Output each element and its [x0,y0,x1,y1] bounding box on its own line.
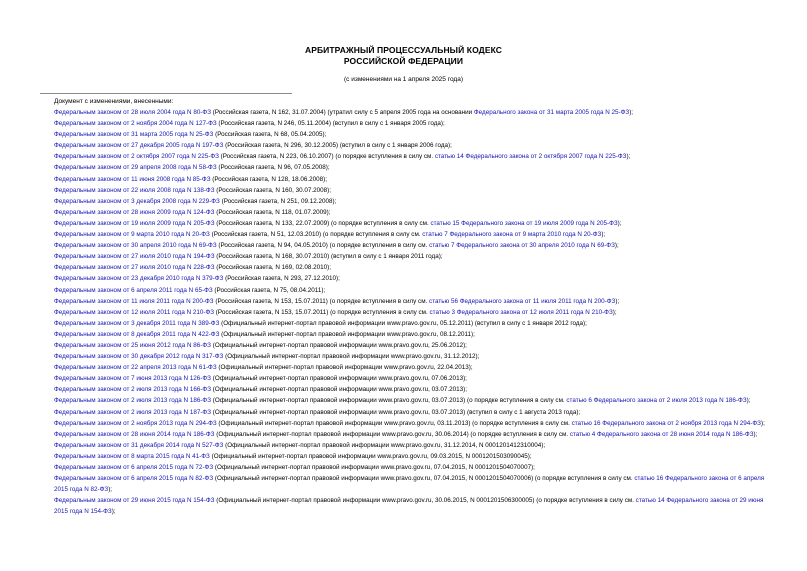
amendment-text: (Российская газета, N 160, 30.07.2008); [214,186,332,194]
law-link[interactable]: статью 4 Федерального закона от 28 июня 2014 года N 186-ФЗ [569,430,754,438]
law-link[interactable]: Федеральным законом от 6 апреля 2015 года N 82-ФЗ [54,475,214,483]
law-link[interactable]: статью 56 Федерального закона от 11 июля 2011 года N 200-ФЗ [429,297,616,305]
amendment-text: ); [614,242,619,250]
amendment-text: ); [612,308,617,316]
amendment-entry [40,440,770,451]
law-link[interactable]: статью 7 Федерального закона от 30 апреля 2010 года N 69-ФЗ [429,242,615,250]
law-link[interactable]: Федеральным законом от 8 марта 2015 года N 41-ФЗ [54,452,210,460]
amendment-text: (Российская газета, N 128, 18.06.2008); [210,175,327,183]
amendment-text: (Российская газета, N 162, 31.07.2004) (утратил силу с 5 апреля 2005 года на основании [211,109,474,116]
amendment-text: (Российская газета, N 168, 30.07.2010) (вступил в силу с 1 января 2011 года); [214,253,443,261]
amendment-entry [40,185,770,196]
law-link[interactable]: Федеральным законом от 7 июня 2013 года N 126-ФЗ [54,375,211,383]
law-link[interactable]: Федеральным законом от 9 марта 2010 года N 20-ФЗ [54,231,210,239]
amendment-entry [40,296,770,307]
amendment-entry [40,473,770,495]
amendment-entry [40,384,770,395]
amendment-entry [40,407,770,418]
law-link[interactable]: Федеральным законом от 2 ноября 2013 года N 294-ФЗ [54,419,217,427]
law-link[interactable]: Федеральным законом от 23 декабря 2010 года N 379-ФЗ [54,275,224,283]
amendment-text: (Официальный интернет-портал правовой информации www.pravo.gov.ru, 25.06.2012); [210,341,467,349]
amendment-entry [40,273,770,284]
law-link[interactable]: Федеральным законом от 28 июня 2009 года N 124-ФЗ [54,208,215,216]
amendment-entry [40,373,770,384]
amendment-text: (Официальный интернет-портал правовой информации www.pravo.gov.ru, 31.12.2012); [223,353,480,361]
amendment-text: ); [615,297,620,305]
document-title-line-1: АРБИТРАЖНЫЙ ПРОЦЕССУАЛЬНЫЙ КОДЕКС [304,45,503,55]
document-title-line-2: РОССИЙСКОЙ ФЕДЕРАЦИИ [343,56,464,66]
amendment-text: (Российская газета, N 296, 30.12.2005) (вступил в силу с 1 января 2006 года); [223,142,452,150]
law-link[interactable]: Федеральным законом от 6 апреля 2015 года N 72-ФЗ [54,464,214,471]
amendments-list [40,107,770,517]
amendment-text: (Российская газета, N 118, 01.07.2009); [214,208,331,216]
law-link[interactable]: Федеральным законом от 31 марта 2005 года N 25-ФЗ [54,131,214,139]
amendment-entry [40,174,770,185]
amendment-entry [40,462,770,473]
amendment-text: (Официальный интернет-портал правовой информации www.pravo.gov.ru, 03.07.2013) (о порядке вступления в силу см. [211,397,567,405]
law-link[interactable]: статью 7 Федерального закона от 9 марта 2010 года N 20-ФЗ [422,231,602,239]
amendment-text: (Российская газета, N 96, 07.05.2008); [216,164,330,172]
amendment-text: (Официальный интернет-портал правовой информации www.pravo.gov.ru, 03.07.2013); [211,386,467,394]
amendment-entry [40,351,770,362]
amendment-entry [40,451,770,462]
amendment-entry [40,251,770,262]
document-subtitle: (с изменениями на 1 апреля 2025 года) [343,76,463,83]
law-link[interactable]: Федеральным законом от 30 апреля 2010 года N 69-ФЗ [54,242,217,250]
amendment-entry [40,240,770,251]
amendment-entry [40,429,770,440]
law-link[interactable]: Федеральным законом от 29 апреля 2008 года N 58-ФЗ [54,164,217,172]
amendment-text: (Российская газета, N 153, 15.07.2011) (о порядке вступления в силу см. [213,297,430,305]
law-link[interactable]: Федеральным законом от 2 ноября 2004 года N 127-ФЗ [54,120,217,128]
law-link[interactable]: Федеральным законом от 19 июля 2009 года N 205-ФЗ [54,219,215,227]
law-link[interactable]: статью 6 Федерального закона от 2 июля 2013 года N 186-ФЗ [566,397,747,405]
amendment-entry [40,285,770,296]
amendment-entry [40,129,770,140]
amendment-text: (Официальный интернет-портал правовой информации www.pravo.gov.ru, 03.11.2013) (о порядке вступления в силу см. [216,419,572,427]
law-link[interactable]: Федеральным законом от 30 декабря 2012 года N 317-ФЗ [54,353,224,361]
amendment-text: ); [601,231,606,239]
law-link[interactable]: Федеральным законом от 2 октября 2007 года N 225-ФЗ [54,153,219,161]
amendment-text: (Официальный интернет-портал правовой информации www.pravo.gov.ru, 07.04.2015, N 0001201504070006) (о порядке вступления в силу см. [213,475,635,483]
law-link[interactable]: статью 16 Федерального закона от 2 ноября 2013 года N 294-ФЗ [571,419,761,427]
amendment-text: (Официальный интернет-портал правовой информации www.pravo.gov.ru, 07.06.2013); [210,375,467,383]
amendment-entry [40,196,770,207]
amendment-entry [40,118,770,129]
law-link[interactable]: статью 3 Федерального закона от 12 июля 2011 года N 210-ФЗ [429,308,613,316]
amendment-entry [40,395,770,406]
amendment-text: (Официальный интернет-портал правовой информации www.pravo.gov.ru, 30.06.2014) (о порядке вступления в силу см. [214,430,570,438]
amendment-entry [40,262,770,273]
law-link[interactable]: Федеральным законом от 2 июля 2013 года N 187-ФЗ [54,408,212,416]
law-link[interactable]: Федеральным законом от 29 июня 2015 года N 154-ФЗ [54,497,215,505]
amendment-text: ); [626,153,631,161]
amendment-entry [40,340,770,351]
law-link[interactable]: статью 14 Федерального закона от 2 октября 2007 года N 225-ФЗ [434,153,627,161]
law-link[interactable]: Федеральным законом от 27 июля 2010 года N 194-ФЗ [54,253,215,261]
amendment-text: (Российская газета, N 251, 09.12.2008); [219,197,337,205]
amendment-text: (Российская газета, N 169, 02.08.2010); [214,264,332,272]
law-link[interactable]: Федеральным законом от 2 июля 2013 года N 166-ФЗ [54,386,212,394]
amendment-text: ); [760,419,765,427]
law-link[interactable]: Федеральным законом от 31 декабря 2014 года N 527-ФЗ [54,441,224,449]
law-link[interactable]: Федеральным законом от 22 апреля 2013 года N 61-ФЗ [54,364,217,372]
law-link[interactable]: Федеральным законом от 12 июля 2011 года N 210-ФЗ [54,308,215,316]
amendment-entry [40,229,770,240]
amendment-text: (Российская газета, N 246, 05.11.2004) (вступил в силу с 1 января 2005 года); [216,120,445,128]
amendment-entry [40,418,770,429]
amendment-text: ); [629,109,634,116]
amendment-entry [40,329,770,340]
amendment-text: (Российская газета, N 75, 08.04.2011); [212,286,326,294]
amendment-entry [40,207,770,218]
law-link[interactable]: Федеральным законом от 25 июня 2012 года N 86-ФЗ [54,341,211,349]
amendment-text: ); [108,486,113,494]
law-link[interactable]: статью 16 Федерального закона от 6 апреля 2015 года N 82-ФЗ [54,475,765,494]
amendment-text: (Российская газета, N 94, 04.05.2010) (о порядке вступления в силу см. [216,242,430,250]
amendment-entry [40,362,770,373]
amendment-entry [40,495,770,517]
amendment-text: (Российская газета, N 51, 12.03.2010) (о порядке вступления в силу см. [209,231,423,239]
law-link[interactable]: Федерального закона от 31 марта 2005 года N 25-ФЗ [473,109,630,116]
amendments-intro: Документ с изменениями, внесенными: [54,98,174,105]
law-link[interactable]: Федеральным законом от 27 декабря 2005 года N 197-ФЗ [54,142,224,150]
law-link[interactable]: Федеральным законом от 3 декабря 2011 года N 389-ФЗ [54,319,220,327]
amendment-text: (Официальный интернет-портал правовой информации www.pravo.gov.ru, 03.07.2013) (вступил в силу с 1 августа 2013 года); [211,408,581,416]
law-link[interactable]: Федеральным законом от 8 декабря 2011 года N 422-ФЗ [54,330,220,338]
amendment-text: (Российская газета, N 293, 27.12.2010); [223,275,340,283]
separator-rule [40,93,292,94]
amendment-text: (Российская газета, N 133, 22.07.2009) (о порядке вступления в силу см. [214,219,431,227]
amendment-entry [40,151,770,162]
amendment-text: ); [111,508,116,516]
law-link[interactable]: Федеральным законом от 3 декабря 2008 года N 229-ФЗ [54,197,220,205]
amendment-entry [40,107,770,118]
law-link[interactable]: Федеральным законом от 11 июля 2011 года N 200-ФЗ [54,297,214,305]
amendment-text: (Официальный интернет-портал правовой информации www.pravo.gov.ru, 30.06.2015, N 0001201506300005) (о порядке вступления в силу см. [214,497,636,505]
amendment-entry [40,307,770,318]
amendment-entry [40,318,770,329]
amendment-text: ); [617,219,622,227]
law-link[interactable]: Федеральным законом от 22 июля 2008 года N 138-ФЗ [54,186,215,194]
law-link[interactable]: статью 15 Федерального закона от 19 июля 2009 года N 205-ФЗ [430,219,618,227]
law-link[interactable]: Федеральным законом от 6 апреля 2011 года N 65-ФЗ [54,286,213,294]
amendment-text: (Российская газета, N 68, 05.04.2005); [213,131,327,139]
amendment-text: (Официальный интернет-портал правовой информации www.pravo.gov.ru, 31.12.2014, N 0001201412310004); [223,441,546,449]
amendment-text: (Официальный интернет-портал правовой информации www.pravo.gov.ru, 09.03.2015, N 0001201503090045); [209,452,532,460]
amendment-text: (Официальный интернет-портал правовой информации www.pravo.gov.ru, 22.04.2013); [216,364,473,372]
law-link[interactable]: Федеральным законом от 27 июля 2010 года N 228-ФЗ [54,264,215,272]
amendment-entry [40,162,770,173]
law-link[interactable]: статью 14 Федерального закона от 29 июня 2015 года N 154-ФЗ [54,497,764,516]
law-link[interactable]: Федеральным законом от 28 июля 2004 года N 80-ФЗ [54,109,212,116]
amendment-text: ); [746,397,751,405]
amendment-entry [40,140,770,151]
amendment-entry [40,218,770,229]
law-link[interactable]: Федеральным законом от 28 июня 2014 года N 186-ФЗ [54,430,215,438]
amendment-text: (Официальный интернет-портал правовой информации www.pravo.gov.ru, 07.04.2015, N 0001201504070007); [213,464,535,471]
amendment-text: (Российская газета, N 223, 06.10.2007) (о порядке вступления в силу см. [218,153,435,161]
amendment-text: (Российская газета, N 153, 15.07.2011) (о порядке вступления в силу см. [214,308,430,316]
amendment-text: (Официальный интернет-портал правовой информации www.pravo.gov.ru, 08.12.2011); [219,330,475,338]
amendment-text: ); [753,430,758,438]
law-link[interactable]: Федеральным законом от 2 июля 2013 года N 186-ФЗ [54,397,212,405]
law-link[interactable]: Федеральным законом от 11 июня 2008 года N 85-ФЗ [54,175,211,183]
amendment-text: (Официальный интернет-портал правовой информации www.pravo.gov.ru, 05.12.2011) (вступил в силу с 1 января 2012 года); [219,319,587,327]
